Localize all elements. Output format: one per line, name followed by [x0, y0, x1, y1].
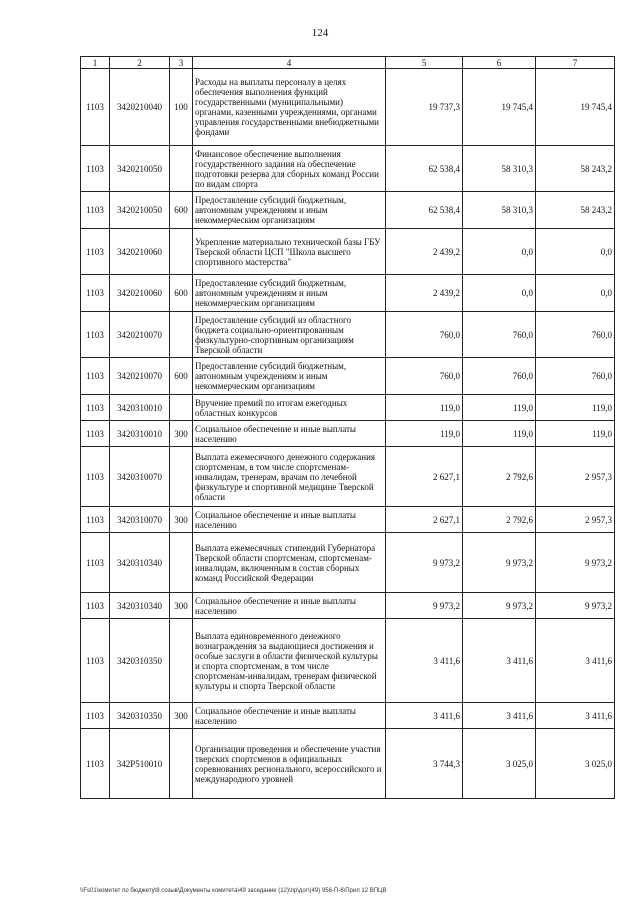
amount-col-7-cell: 2 957,3 [536, 507, 615, 533]
amount-col-5-cell: 9 973,2 [386, 533, 463, 593]
table-row [81, 619, 615, 703]
amount-col-7-cell: 2 957,3 [536, 447, 615, 507]
target-code-cell: 3420310350 [110, 703, 170, 729]
amount-col-6-cell: 9 973,2 [463, 533, 536, 593]
table-row [81, 421, 615, 447]
section-code-cell: 1103 [81, 593, 110, 619]
amount-col-7-cell: 0,0 [536, 229, 615, 275]
target-code-cell: 3420310070 [110, 507, 170, 533]
table-row [81, 358, 615, 395]
amount-col-6-cell: 0,0 [463, 229, 536, 275]
description-cell: Предоставление субсидий бюджетным, автономным учреждениям и иным некоммерческим организациям [193, 275, 386, 312]
target-code-cell: 3420210070 [110, 358, 170, 395]
table-row [81, 729, 615, 799]
amount-col-5-cell: 2 439,2 [386, 229, 463, 275]
table-row [81, 229, 615, 275]
table-row [81, 146, 615, 192]
description-cell: Выплата единовременного денежного вознаграждения за выдающиеся достижения и особые заслуги в области физической культуры и спорта спортсменам, в том числе спортсменам-инвалидам, тренерам физической культуры и спорта Тверской области [193, 619, 386, 703]
amount-col-5-cell: 9 973,2 [386, 593, 463, 619]
table-row [81, 593, 615, 619]
amount-col-6-cell: 58 310,3 [463, 192, 536, 229]
expense-type-cell: 300 [170, 507, 193, 533]
description-cell: Предоставление субсидий из областного бюджета социально-ориентированным физкультурно-спортивным организациям Тверской области [193, 312, 386, 358]
expense-type-cell: 300 [170, 703, 193, 729]
expense-type-cell [170, 533, 193, 593]
target-code-cell: 3420210040 [110, 69, 170, 146]
amount-col-7-cell: 9 973,2 [536, 593, 615, 619]
target-code-cell: 3420210070 [110, 312, 170, 358]
description-cell: Социальное обеспечение и иные выплаты населению [193, 507, 386, 533]
amount-col-5-cell: 3 411,6 [386, 619, 463, 703]
expense-type-cell: 300 [170, 421, 193, 447]
amount-col-6-cell: 2 792,6 [463, 447, 536, 507]
amount-col-7-cell: 0,0 [536, 275, 615, 312]
amount-col-7-cell: 760,0 [536, 312, 615, 358]
target-code-cell: 342P510010 [110, 729, 170, 799]
target-code-cell: 3420310010 [110, 421, 170, 447]
section-code-cell: 1103 [81, 447, 110, 507]
expense-type-cell [170, 729, 193, 799]
amount-col-6-cell: 9 973,2 [463, 593, 536, 619]
amount-col-7-cell: 9 973,2 [536, 533, 615, 593]
expense-type-cell: 600 [170, 192, 193, 229]
table-row [81, 533, 615, 593]
expense-type-cell: 300 [170, 593, 193, 619]
table-row [81, 703, 615, 729]
amount-col-6-cell: 760,0 [463, 358, 536, 395]
amount-col-7-cell: 19 745,4 [536, 69, 615, 146]
expense-type-cell: 600 [170, 275, 193, 312]
table-row [81, 447, 615, 507]
target-code-cell: 3420310340 [110, 593, 170, 619]
amount-col-6-cell: 760,0 [463, 312, 536, 358]
section-code-cell: 1103 [81, 229, 110, 275]
expense-type-cell [170, 619, 193, 703]
section-code-cell: 1103 [81, 275, 110, 312]
amount-col-5-cell: 2 439,2 [386, 275, 463, 312]
amount-col-6-cell: 2 792,6 [463, 507, 536, 533]
amount-col-7-cell: 3 025,0 [536, 729, 615, 799]
description-cell: Социальное обеспечение и иные выплаты населению [193, 593, 386, 619]
header-col-5: 5 [386, 57, 463, 69]
description-cell: Организация проведения и обеспечение участия тверских спортсменов в официальных соревнованиях регионального, всероссийского и международного уровней [193, 729, 386, 799]
section-code-cell: 1103 [81, 395, 110, 421]
target-code-cell: 3420310340 [110, 533, 170, 593]
target-code-cell: 3420310070 [110, 447, 170, 507]
header-col-2: 2 [110, 57, 170, 69]
target-code-cell: 3420210060 [110, 229, 170, 275]
amount-col-5-cell: 62 538,4 [386, 192, 463, 229]
amount-col-5-cell: 2 627,1 [386, 507, 463, 533]
amount-col-5-cell: 62 538,4 [386, 146, 463, 192]
description-cell: Предоставление субсидий бюджетным, автономным учреждениям и иным некоммерческим организациям [193, 192, 386, 229]
target-code-cell: 3420310010 [110, 395, 170, 421]
table-row [81, 192, 615, 229]
section-code-cell: 1103 [81, 421, 110, 447]
target-code-cell: 3420310350 [110, 619, 170, 703]
table-row [81, 507, 615, 533]
section-code-cell: 1103 [81, 69, 110, 146]
header-col-3: 3 [170, 57, 193, 69]
expense-type-cell [170, 312, 193, 358]
amount-col-6-cell: 58 310,3 [463, 146, 536, 192]
header-col-1: 1 [81, 57, 110, 69]
description-cell: Предоставление субсидий бюджетным, автономным учреждениям и иным некоммерческим организациям [193, 358, 386, 395]
page-number: 124 [311, 27, 329, 39]
header-col-7: 7 [536, 57, 615, 69]
expense-type-cell [170, 146, 193, 192]
amount-col-5-cell: 119,0 [386, 395, 463, 421]
amount-col-7-cell: 760,0 [536, 358, 615, 395]
amount-col-6-cell: 0,0 [463, 275, 536, 312]
amount-col-6-cell: 119,0 [463, 395, 536, 421]
amount-col-7-cell: 58 243,2 [536, 192, 615, 229]
description-cell: Социальное обеспечение и иные выплаты населению [193, 421, 386, 447]
amount-col-6-cell: 3 411,6 [463, 703, 536, 729]
amount-col-5-cell: 760,0 [386, 312, 463, 358]
header-row [81, 57, 615, 69]
expense-type-cell [170, 395, 193, 421]
description-cell: Финансовое обеспечение выполнения государственного задания на обеспечение подготовки резерва для сборных команд России по видам спорта [193, 146, 386, 192]
table-row [81, 395, 615, 421]
amount-col-5-cell: 3 411,6 [386, 703, 463, 729]
description-cell: Вручение премий по итогам ежегодных областных конкурсов [193, 395, 386, 421]
table-row [81, 69, 615, 146]
description-cell: Выплата ежемесячных стипендий Губернатора Тверской области спортсменам, спортсменам-инвалидам, включенным в состав сборных команд Российской Федерации [193, 533, 386, 593]
target-code-cell: 3420210060 [110, 275, 170, 312]
section-code-cell: 1103 [81, 146, 110, 192]
table-row [81, 312, 615, 358]
description-cell: Выплата ежемесячного денежного содержания спортсменам, в том числе спортсменам-инвалидам, тренерам, врачам по лечебной физкультуре и спортивной медицине Тверской области [193, 447, 386, 507]
section-code-cell: 1103 [81, 729, 110, 799]
amount-col-5-cell: 3 744,3 [386, 729, 463, 799]
amount-col-5-cell: 2 627,1 [386, 447, 463, 507]
target-code-cell: 3420210050 [110, 192, 170, 229]
amount-col-5-cell: 760,0 [386, 358, 463, 395]
file-path-footer: \\Fs01\комитет по бюджету\8 созыв\Документы комитета\49 заседание (12)\пр\дог\(49) 956-П-6\Прил 12 ВПЦВ [80, 888, 387, 894]
description-cell: Расходы на выплаты персоналу в целях обеспечения выполнения функций государственными (муниципальными) органами, казенными учреждениями, органами управления государственными внебюджетными фондами [193, 69, 386, 146]
budget-table [80, 56, 615, 799]
description-cell: Социальное обеспечение и иные выплаты населению [193, 703, 386, 729]
section-code-cell: 1103 [81, 619, 110, 703]
amount-col-7-cell: 119,0 [536, 395, 615, 421]
expense-type-cell: 100 [170, 69, 193, 146]
target-code-cell: 3420210050 [110, 146, 170, 192]
amount-col-7-cell: 119,0 [536, 421, 615, 447]
amount-col-5-cell: 19 737,3 [386, 69, 463, 146]
amount-col-7-cell: 3 411,6 [536, 703, 615, 729]
amount-col-7-cell: 3 411,6 [536, 619, 615, 703]
amount-col-6-cell: 3 411,6 [463, 619, 536, 703]
table-row [81, 275, 615, 312]
amount-col-6-cell: 19 745,4 [463, 69, 536, 146]
section-code-cell: 1103 [81, 312, 110, 358]
amount-col-7-cell: 58 243,2 [536, 146, 615, 192]
amount-col-6-cell: 119,0 [463, 421, 536, 447]
header-col-4: 4 [193, 57, 386, 69]
expense-type-cell: 600 [170, 358, 193, 395]
expense-type-cell [170, 447, 193, 507]
description-cell: Укрепление материально технической базы ГБУ Тверской области ЦСП "Школа высшего спортивного мастерства" [193, 229, 386, 275]
section-code-cell: 1103 [81, 507, 110, 533]
header-col-6: 6 [463, 57, 536, 69]
amount-col-6-cell: 3 025,0 [463, 729, 536, 799]
section-code-cell: 1103 [81, 358, 110, 395]
expense-type-cell [170, 229, 193, 275]
section-code-cell: 1103 [81, 703, 110, 729]
amount-col-5-cell: 119,0 [386, 421, 463, 447]
section-code-cell: 1103 [81, 533, 110, 593]
section-code-cell: 1103 [81, 192, 110, 229]
